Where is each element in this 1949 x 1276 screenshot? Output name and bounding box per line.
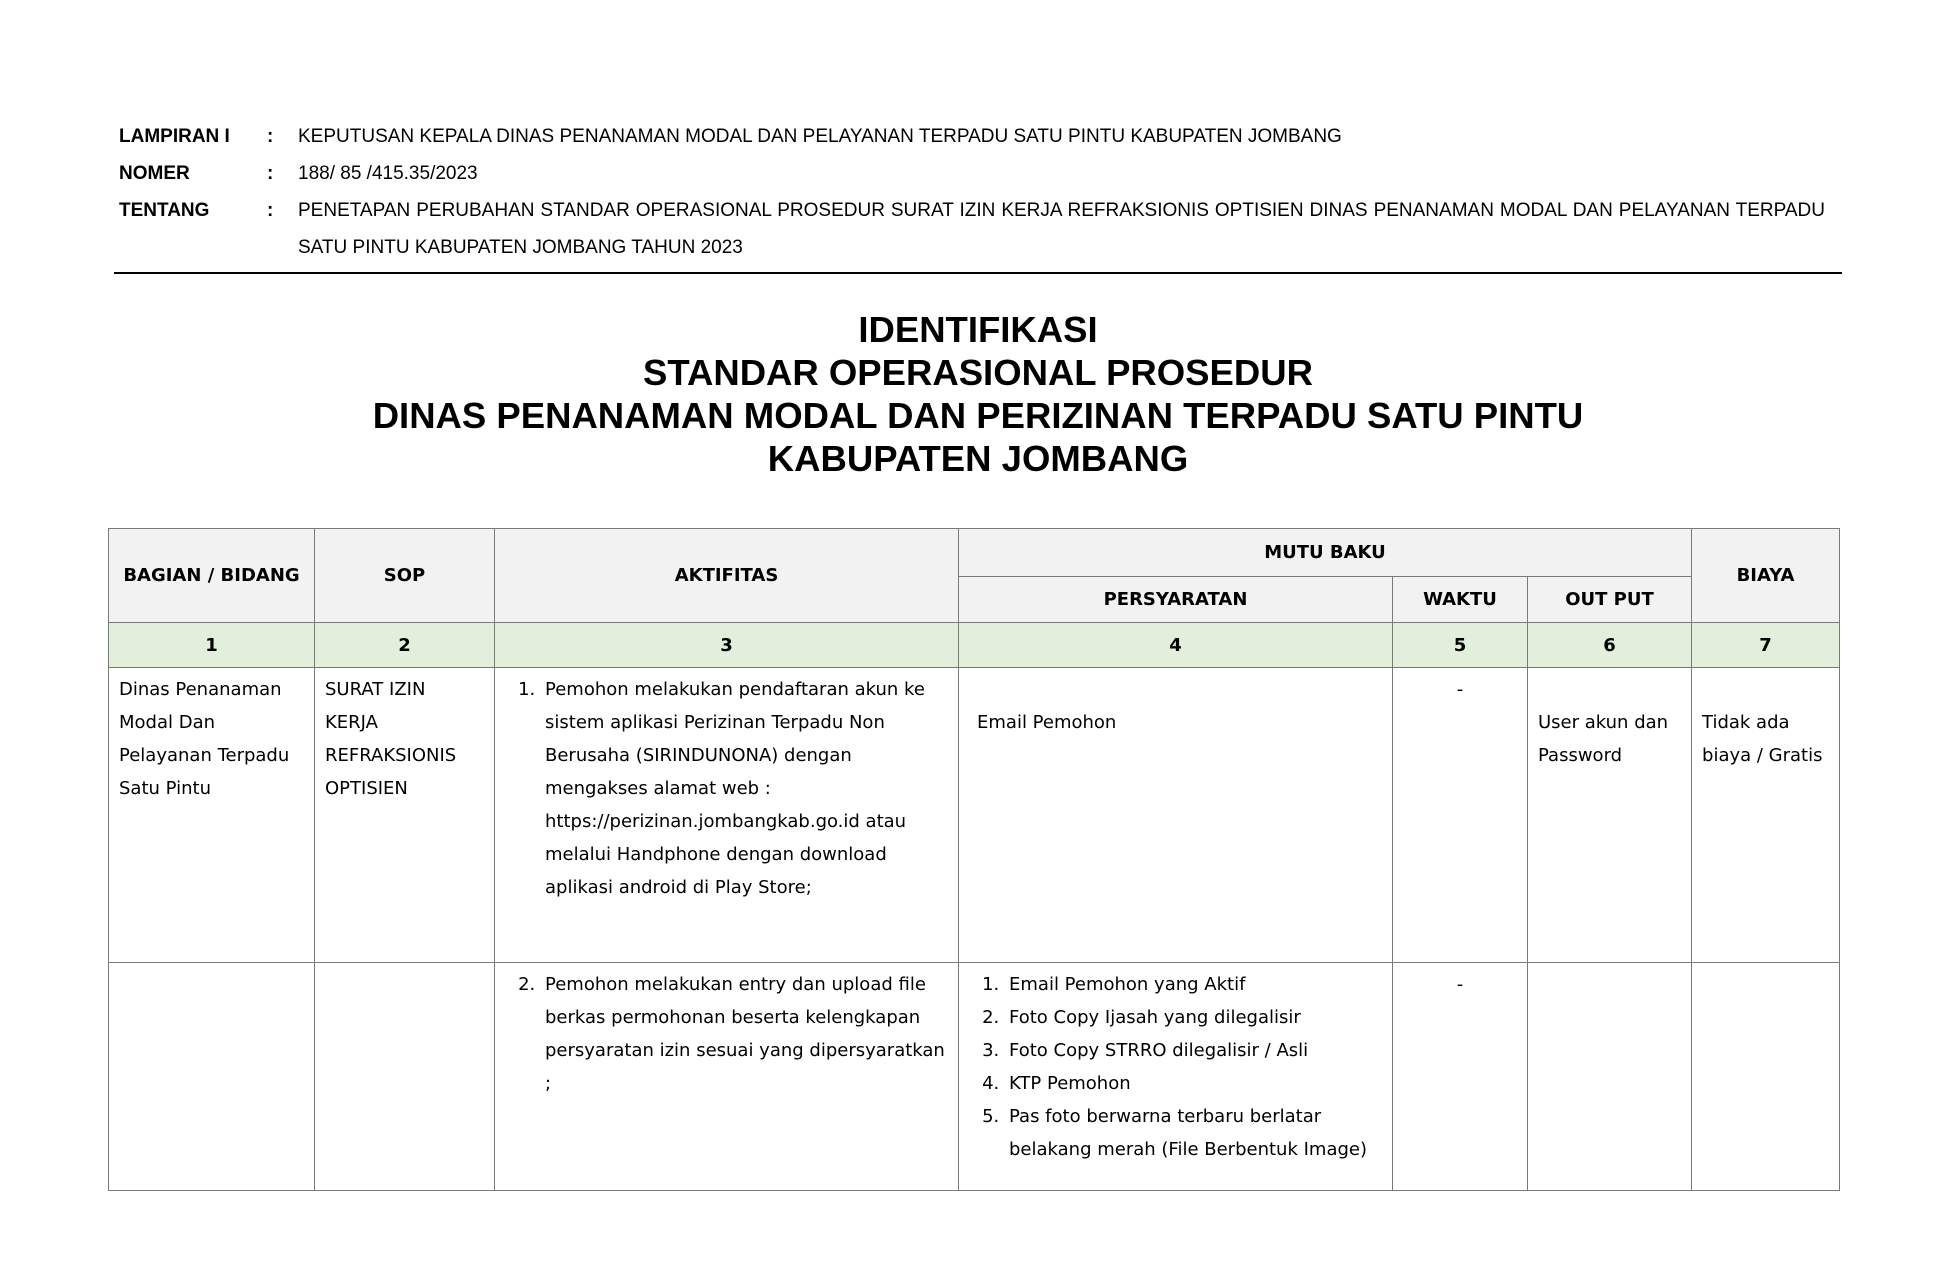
tentang-value: PENETAPAN PERUBAHAN STANDAR OPERASIONAL PROSEDUR SURAT IZIN KERJA REFRAKSIONIS OPTISIEN DINAS PENANAMAN MODAL DAN PELAYANAN TERPADU SATU PINTU KABUPATEN JOMBANG TAHUN 2023 [298, 200, 1825, 258]
header-persyaratan: PERSYARATAN [959, 577, 1393, 623]
persyaratan-item: 2. Foto Copy Ijasah yang dilegalisir [1005, 1001, 1382, 1034]
nomer-row [119, 155, 1825, 192]
aktifitas-item: 2. Pemohon melakukan entry dan upload file berkas permohonan beserta kelengkapan persyaratan izin sesuai yang dipersyaratkan ; [541, 968, 948, 1100]
column-number-row [109, 623, 1840, 668]
header-output: OUT PUT [1528, 577, 1692, 623]
persyaratan-item: 5. Pas foto berwarna terbaru berlatar belakang merah (File Berbentuk Image) [1005, 1100, 1382, 1166]
aktifitas-list [505, 673, 948, 904]
lampiran-label: LAMPIRAN I [119, 126, 230, 147]
header-sop: SOP [315, 529, 495, 623]
cell-output [1528, 963, 1692, 1191]
cell-output: User akun dan Password [1528, 668, 1692, 963]
nomer-colon: : [267, 163, 274, 184]
cell-sop: SURAT IZIN KERJA REFRAKSIONIS OPTISIEN [315, 668, 495, 963]
header-bagian: BAGIAN / BIDANG [109, 529, 315, 623]
cell-aktifitas [495, 963, 959, 1191]
tentang-row [119, 192, 1825, 266]
title-line-4: KABUPATEN JOMBANG [767, 438, 1189, 479]
cell-persyaratan: Email Pemohon [959, 668, 1393, 963]
title-line-2: STANDAR OPERASIONAL PROSEDUR [643, 352, 1313, 393]
column-number: 7 [1692, 623, 1840, 668]
title-line-1: IDENTIFIKASI [858, 309, 1098, 350]
table-row [109, 963, 1840, 1191]
aktifitas-item: 1. Pemohon melakukan pendaftaran akun ke sistem aplikasi Perizinan Terpadu Non Berusaha (SIRINDUNONA) dengan mengakses alamat web : https://perizinan.jombangkab.go.id atau melalui Handphone dengan download aplikasi android di Play Store; [541, 673, 948, 904]
column-number: 5 [1393, 623, 1528, 668]
persyaratan-item: 4. KTP Pemohon [1005, 1067, 1382, 1100]
persyaratan-item: 3. Foto Copy STRRO dilegalisir / Asli [1005, 1034, 1382, 1067]
tentang-label: TENTANG [119, 200, 210, 221]
persyaratan-item: 1. Email Pemohon yang Aktif [1005, 968, 1382, 1001]
cell-persyaratan [959, 963, 1393, 1191]
aktifitas-list [505, 968, 948, 1100]
cell-aktifitas [495, 668, 959, 963]
column-number: 6 [1528, 623, 1692, 668]
nomer-label: NOMER [119, 163, 190, 184]
header-waktu: WAKTU [1393, 577, 1528, 623]
document-title [114, 308, 1842, 480]
lampiran-header [119, 118, 1825, 266]
cell-biaya [1692, 963, 1840, 1191]
header-mutu-baku: MUTU BAKU [959, 529, 1692, 577]
header-aktifitas: AKTIFITAS [495, 529, 959, 623]
header-row [109, 529, 1840, 577]
cell-waktu: - [1393, 963, 1528, 1191]
cell-waktu: - [1393, 668, 1528, 963]
title-line-3: DINAS PENANAMAN MODAL DAN PERIZINAN TERPADU SATU PINTU [372, 395, 1584, 436]
cell-bagian [109, 963, 315, 1191]
column-number: 2 [315, 623, 495, 668]
nomer-value: 188/ 85 /415.35/2023 [298, 163, 478, 184]
table-row [109, 668, 1840, 963]
header-biaya: BIAYA [1692, 529, 1840, 623]
cell-bagian: Dinas Penanaman Modal Dan Pelayanan Terpadu Satu Pintu [109, 668, 315, 963]
sop-table [108, 528, 1840, 1191]
lampiran-colon: : [267, 126, 274, 147]
column-number: 1 [109, 623, 315, 668]
lampiran-row [119, 118, 1825, 155]
header-divider [114, 272, 1842, 274]
column-number: 4 [959, 623, 1393, 668]
persyaratan-list [969, 968, 1382, 1166]
tentang-colon: : [267, 200, 274, 221]
cell-sop [315, 963, 495, 1191]
lampiran-value: KEPUTUSAN KEPALA DINAS PENANAMAN MODAL DAN PELAYANAN TERPADU SATU PINTU KABUPATEN JOMBANG [298, 126, 1342, 147]
column-number: 3 [495, 623, 959, 668]
cell-biaya: Tidak ada biaya / Gratis [1692, 668, 1840, 963]
